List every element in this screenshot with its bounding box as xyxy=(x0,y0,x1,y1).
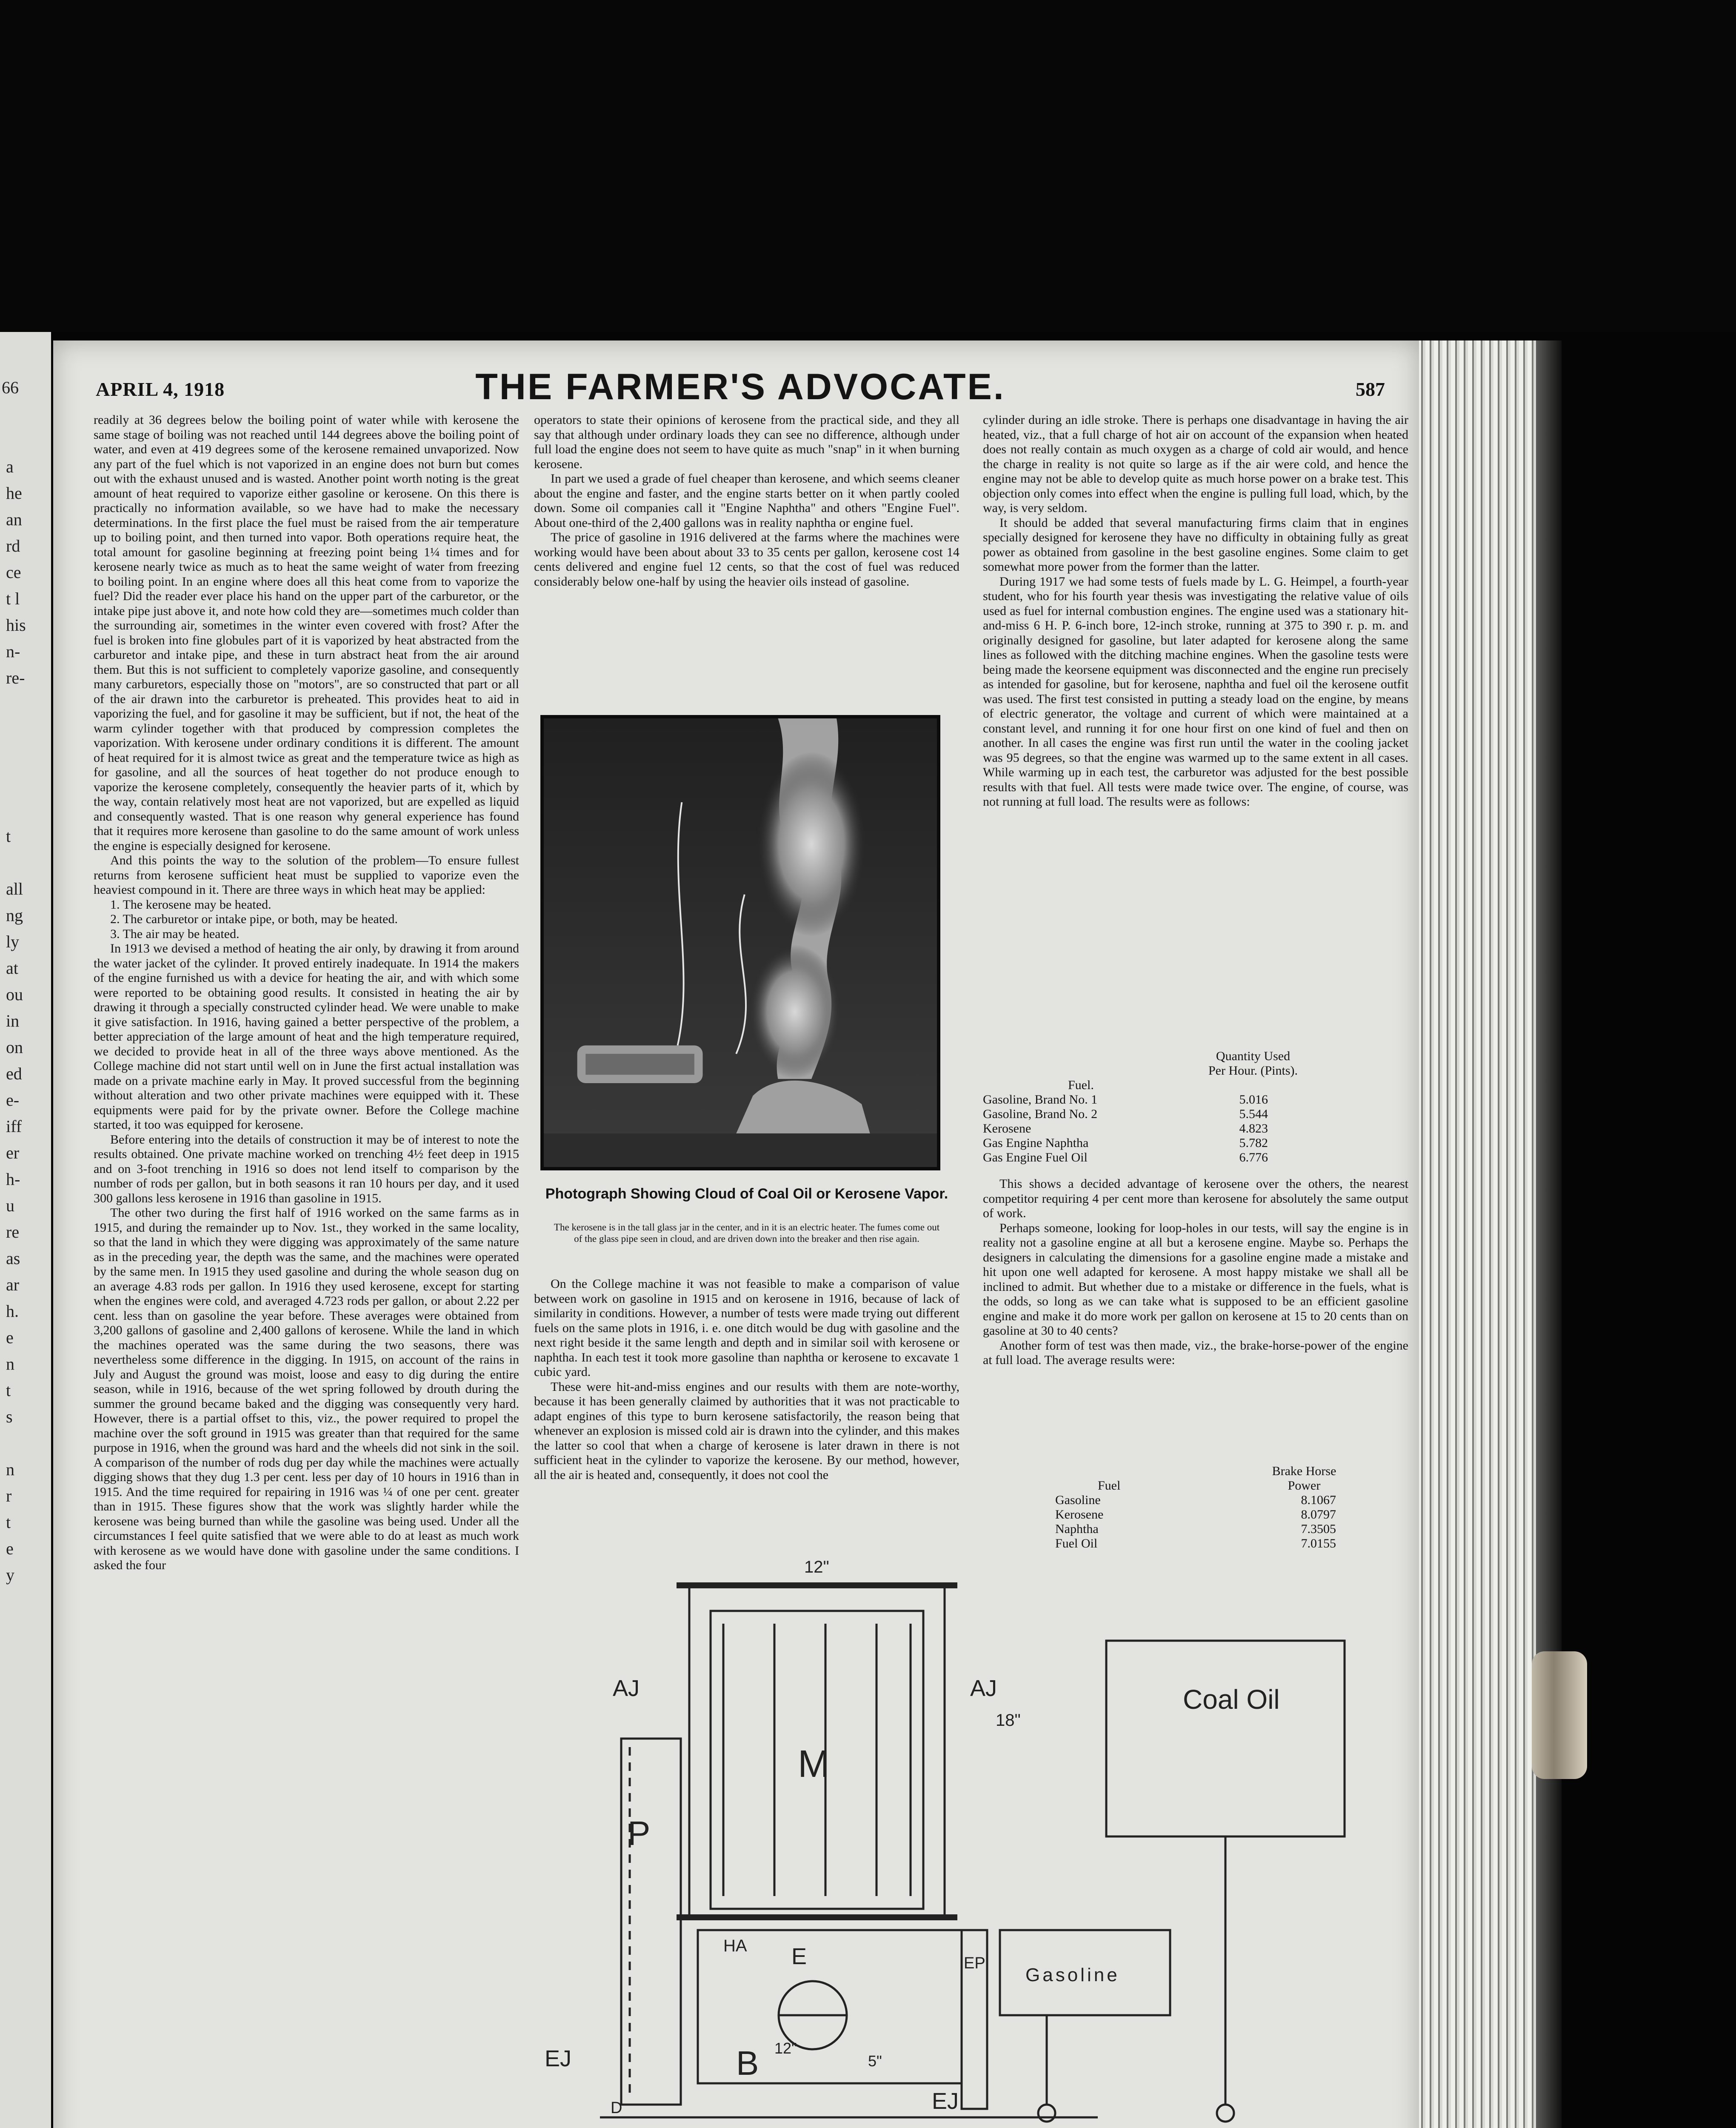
table-row xyxy=(1055,1493,1353,1507)
paragraph: Perhaps someone, looking for loop-holes in our tests, will say the engine is in reality not a gasoline engine at all but a kerosene engine. Maybe so. Perhaps the designers in calculating the dimensions for a gasoline engine made a mistake and hit upon one well adapted for kerosene. A most happy mistake we shall all be inclined to admit. But whether due to a mistake or difference in the fuels, what is the odds, so long as we can take what is supposed to be an efficient gasoline engine and make it do more work per gallon on kerosene at 15 to 20 cents than on gasoline at 30 to 40 cents? xyxy=(983,1221,1408,1338)
article-column-2 xyxy=(534,413,959,589)
table-header xyxy=(983,1049,1298,1093)
page-number: 587 xyxy=(1356,378,1385,400)
paragraph: These were hit-and-miss engines and our results with them are note-worthy, because it has been generally claimed by authorities that it was not practicable to adapt engines of this type to burn kerosene satisfactorily, the reason being that whenever an explosion is missed cold air is drawn into the cylinder, and this makes the latter so cool that when a charge of kerosene is later drawn in there is not sufficient heat in the cylinder to vaporize the kerosene. By our method, however, all the air is heated and, consequently, it does not cool the xyxy=(534,1379,959,1482)
paragraph: On the College machine it was not feasible to make a comparison of value between work on gasoline in 1915 and on kerosene in 1916, because of lack of similarity in conditions. However, a number of tests were made trying out different fuels on the same plots in 1916, i. e. one ditch would be dug with gasoline and the next right beside it the same length and depth and in similar soil with kerosene or naphtha. In each test it took more gasoline than naphtha or kerosene to excavate 1 cubic yard. xyxy=(534,1277,959,1379)
table-header-fuel: Fuel xyxy=(1098,1479,1121,1493)
table-header-power: Brake Horse Power xyxy=(1272,1464,1336,1493)
table-cell-value: 5.782 xyxy=(1239,1136,1268,1150)
fuel-consumption-table xyxy=(983,1049,1298,1165)
kerosene-vapor-photograph xyxy=(540,715,940,1170)
table-header xyxy=(1055,1464,1353,1493)
table-cell-value: 5.016 xyxy=(1239,1093,1268,1107)
paragraph: Before entering into the details of construction it may be of interest to note the results obtained. One private machine worked on trenching 4½ feet deep in 1915 and on 3-foot trenching in 1916 so does not lend itself to comparison by the number of rods per gallon, but in both seasons it ran 10 hours per day, and it used 300 gallons less kerosene in 1916 than gasoline in 1915. xyxy=(94,1132,519,1205)
label-b: B xyxy=(736,2044,759,2082)
carburetor-diagram xyxy=(536,1556,1370,2128)
paragraph: It should be added that several manufacturing firms claim that in engines specially designed for kerosene they have no difficulty in obtaining fully as great power as obtained from gasoline in the best gasoline engines. Some claim to get somewhat more power from the former than the latter. xyxy=(983,515,1408,574)
dimension-5: 5" xyxy=(868,2052,882,2070)
table-cell-fuel: Gasoline, Brand No. 2 xyxy=(983,1107,1098,1121)
publication-title: THE FARMER'S ADVOCATE. xyxy=(475,366,1005,407)
label-p: P xyxy=(628,1814,651,1852)
table-row xyxy=(983,1093,1298,1107)
table-cell-fuel: Fuel Oil xyxy=(1055,1536,1098,1550)
paragraph: In 1913 we devised a method of heating the air only, by drawing it from around the water jacket of the cylinder. It proved entirely inadequate. In 1914 the makers of the engine furnished us with a device for heating the air, and with which some were reported to be obtaining good results. It consisted in heating the air by drawing it through a specially constructed cylinder head. We were unable to make it give satisfaction. In 1916, having gained a better perspective of the problem, a better appreciation of the large amount of heat and the high temperature required, we decided to provide heat in all of the three ways above mentioned. As the College machine did not start until well on in June the first actual installation was made on a private machine early in May. It proved successful from the beginning without alteration and two other private machines were equipped with it. These equipments were paid for by the private owner. Before the College machine started, it too was equipped for kerosene. xyxy=(94,941,519,1132)
table-cell-value: 8.1067 xyxy=(1301,1493,1336,1507)
article-column-3-continued xyxy=(983,1177,1408,1368)
list-item: 2. The carburetor or intake pipe, or both, may be heated. xyxy=(110,912,398,926)
table-row xyxy=(983,1107,1298,1121)
table-cell-fuel: Kerosene xyxy=(1055,1507,1104,1522)
table-row xyxy=(1055,1507,1353,1522)
table-cell-fuel: Gasoline xyxy=(1055,1493,1101,1507)
article-column-1 xyxy=(94,413,519,1573)
brake-horse-power-table xyxy=(1055,1464,1353,1551)
label-ha: HA xyxy=(723,1936,747,1955)
paragraph: operators to state their opinions of kerosene from the practical side, and they all say that although under ordinary loads they can see no difference, although under full load the engine does not seem to have quite as much "snap" in it when burning kerosene. xyxy=(534,413,959,471)
carburetor-section-drawing xyxy=(536,1556,1370,2128)
list-item: 3. The air may be heated. xyxy=(110,927,240,941)
table-row xyxy=(1055,1522,1353,1536)
label-ej-left: EJ xyxy=(545,2046,572,2071)
paragraph: cylinder during an idle stroke. There is perhaps one disadvantage in having the air heated, viz., that a full charge of hot air on account of the expansion when heated does not really contain as much oxygen as a charge of cold air would, and hence the charge in reality is not quite so large as if the air were cold, and hence the engine may not be able to develop quite as much horse power on a brake test. This objection only comes into effect when the engine is pulling full load, which, by the way, is very seldom. xyxy=(983,413,1408,515)
page-header xyxy=(96,366,1385,407)
table-cell-value: 7.3505 xyxy=(1301,1522,1336,1536)
paragraph: During 1917 we had some tests of fuels made by L. G. Heimpel, a fourth-year student, who for his fourth year thesis was investigating the relative value of oils used as fuel for internal combustion engines. The engine used was a stationary hit-and-miss 6 H. P. 6-inch bore, 12-inch stroke, running at 375 to 390 r. p. m. and originally designed for gasoline, but later adapted for kerosene along the same lines as followed with the ditching machine engines. When the gasoline tests were being made the keorsene equipment was disconnected and the engine run precisely as intended for gasoline, but for kerosene, naphtha and fuel oil the kerosene outfit was used. The first test consisted in putting a steady load on the engine, by means of electric generator, the voltage and current of which were maintained at a constant level, and running it for one hour first on one kind of fuel and then on another. In all cases the engine was first run until the water in the cooling jacket was 95 degrees, so that the engine was warmed up to the same extent in all cases. While warming up in each test, the carburetor was adjusted for the best possible results with that fuel. All tests were made twice over. The engine, of course, was not running at full load. The results were as follows: xyxy=(983,574,1408,809)
table-row xyxy=(983,1121,1298,1136)
article-column-2-continued xyxy=(534,1277,959,1482)
label-e: E xyxy=(791,1944,807,1969)
paragraph: In part we used a grade of fuel cheaper than kerosene, and which seems cleaner about the engine and faster, and the engine starts better on it when partly cooled down. Some oil companies call it "Engine Naphtha" and others "Engine Fuel". About one-third of the 2,400 gallons was in reality naphtha or engine fuel. xyxy=(534,472,959,530)
dimension-12-mid: 12" xyxy=(774,2039,797,2057)
label-d: D xyxy=(611,2099,622,2117)
article-column-3 xyxy=(983,413,1408,809)
paragraph: The other two during the first half of 1916 worked on the same farms as in 1915, and during the remainder up to Nov. 1st., they worked in the same locality, so that the land in which they were digging was approximately of the same nature as in the preceding year, the depth was the same, and the machines were operated by the same men. In 1915 they used gasoline and during the whole season dug on an average 4.83 rods per gallon. In 1916 they used kerosene, except for starting when the engines were cold, and averaged 4.723 rods per gallon, or about 2.22 per cent. less than on gasoline the year before. These averages were obtained from 3,200 gallons of gasoline and 2,400 gallons of kerosene. While the land in which the machines operated was the same during the two seasons, there was nevertheless some difference in the digging. In 1915, on account of the rains in July and August the ground was moist, loose and easy to dig during the entire season, while in 1916, because of the wet spring followed by drouth during the summer the ground became baked and the digging was consequently very hard. However, there is a partial offset to this, viz., the power required to propel the machine over the soft ground in 1915 was greater than that required for the same purpose in 1916, when the ground was hard and the wheels did not sink in the soil. A comparison of the number of rods dug per day while the machines were actually digging shows that they dug 1.3 per cent. less per day of 10 hours in 1916 than in 1915. And the time required for repairing in 1916 was ¼ of one per cent. greater than in 1915. These figures show that the work was slightly harder while the kerosene was being burned than while the gasoline was being used. Under all the circumstances I feel quite satisfied that we were able to do at least as much work with kerosene as we would have done with gasoline under the same conditions. I asked the four xyxy=(94,1206,519,1572)
newspaper-page xyxy=(53,340,1419,2128)
label-aj-right: AJ xyxy=(970,1676,997,1701)
list-item: 1. The kerosene may be heated. xyxy=(110,897,271,912)
paragraph: The price of gasoline in 1916 delivered at the farms where the machines were working would have been about about 33 to 35 cents per gallon, kerosene cost 14 cents delivered and engine fuel 12 cents, so that the cost of fuel was reduced considerably below one-half by using the heavier oils instead of gasoline. xyxy=(534,530,959,589)
scan-background-top xyxy=(0,0,1736,332)
coal-oil-valve xyxy=(1217,2105,1234,2122)
dimension-18-right: 18" xyxy=(996,1711,1021,1730)
paragraph: And this points the way to the solution of the problem—To ensure fullest returns from kerosene sufficient heat must be supplied to vaporize even the heaviest compound in it. There are three ways in which heat may be applied: xyxy=(94,853,519,897)
label-ej-right: EJ xyxy=(932,2088,959,2114)
table-row xyxy=(1055,1536,1353,1551)
label-m: M xyxy=(798,1743,830,1785)
table-cell-fuel: Naphtha xyxy=(1055,1522,1099,1536)
coal-oil-tank-label: Coal Oil xyxy=(1183,1684,1280,1715)
vapor-cloud-image xyxy=(544,718,937,1167)
table-row xyxy=(983,1136,1298,1150)
table-cell-fuel: Kerosene xyxy=(983,1121,1031,1136)
table-header-quantity: Quantity Used Per Hour. (Pints). xyxy=(1208,1049,1298,1078)
book-spine-shadow xyxy=(1536,340,1562,2128)
label-aj-left: AJ xyxy=(613,1676,640,1701)
book-clip xyxy=(1532,1651,1587,1779)
table-row xyxy=(983,1150,1298,1165)
gasoline-valve xyxy=(1038,2105,1055,2122)
book-page-edges xyxy=(1417,340,1562,2128)
paragraph: Another form of test was then made, viz., the brake-horse-power of the engine at full load. The average results were: xyxy=(983,1338,1408,1367)
coal-oil-tank xyxy=(1106,1641,1345,1836)
table-cell-fuel: Gas Engine Naphtha xyxy=(983,1136,1089,1150)
table-cell-value: 7.0155 xyxy=(1301,1536,1336,1550)
table-cell-value: 5.544 xyxy=(1239,1107,1268,1121)
gasoline-tank-label: Gasoline xyxy=(1025,1965,1120,1985)
issue-date: APRIL 4, 1918 xyxy=(96,378,225,400)
label-ep: EP xyxy=(964,1954,985,1972)
paragraph: This shows a decided advantage of kerosene over the others, the nearest competitor requiring 4 per cent more than kerosene for absolutely the same output of work. xyxy=(983,1177,1408,1220)
table-cell-value: 4.823 xyxy=(1239,1121,1268,1136)
table-cell-value: 8.0797 xyxy=(1301,1507,1336,1522)
adjacent-page-text: 66 a he an rd ce t l his n- re- t all ng ly at ou in on ed e- iff er h- u re as ar h. e n t s n r t e y xyxy=(2,378,26,1585)
paragraph: readily at 36 degrees below the boiling point of water while with kerosene the same stage of boiling was not reached until 144 degrees above the boiling point of water, and even at 419 degrees some of the kerosene remained unvaporized. Now any part of the fuel which is not vaporized in an engine does not burn but comes out with the exhaust unused and is wasted. Another point worth noting is the great amount of heat required to vaporize either gasoline or kerosene. On this there is practically no information available, so we have had to make the necessary determinations. In the first place the fuel must be raised from the air temperature up to boiling point, and then turned into vapor. Both operations require heat, the total amount for gasoline beginning at freezing point being 1¼ times and for kerosene nearly twice as much as to heat the same weight of water from freezing to boiling point. In an engine where does all this heat come from to vaporize the fuel? Did the reader ever place his hand on the upper part of the carburetor, or the intake pipe just above it, and note how cold they are—sometimes much colder than the surrounding air, sometimes in the winter even covered with frost? After the fuel is broken into fine globules part of it is vaporized by heat abstracted from the carburetor and intake pipe, and these in turn abstract heat from the air around them. But this is not sufficient to completely vaporize gasoline, and consequently many carburetors, especially those on "motors", are so constructed that part or all of the air drawn into the carburetor is preheated. This provides heat to aid in vaporizing the fuel, and for gasoline it may be sufficient, but if not, the heat of the warm cylinder together with that produced by compression completes the vaporization. With kerosene under ordinary conditions it is different. The amount of heat required for it is almost twice as great and the temperature twice as high as for gasoline, and all the sources of heat together do not produce enough to vaporize the kerosene completely, consequently the heavier parts of it, which by the way, contain relatively most heat are not vaporized, but are expelled as liquid and consequently wasted. That is one reason why general experience has found that it requires more kerosene than gasoline to do the same amount of work unless the engine is especially designed for kerosene. xyxy=(94,413,519,853)
photo-caption-title: Photograph Showing Cloud of Coal Oil or Kerosene Vapor. xyxy=(545,1186,948,1202)
table-cell-value: 6.776 xyxy=(1239,1150,1268,1164)
dimension-12-top: 12" xyxy=(804,1558,829,1576)
photo-caption-body: The kerosene is in the tall glass jar in the center, and in it is an electric heater. The fumes come out of the glass pipe seen in cloud, and are driven down into the breaker and then rise again. xyxy=(554,1222,940,1244)
adjacent-page-edge xyxy=(0,332,51,2128)
table-header-fuel: Fuel. xyxy=(1068,1078,1094,1092)
table-cell-fuel: Gasoline, Brand No. 1 xyxy=(983,1093,1098,1107)
table-cell-fuel: Gas Engine Fuel Oil xyxy=(983,1150,1088,1164)
